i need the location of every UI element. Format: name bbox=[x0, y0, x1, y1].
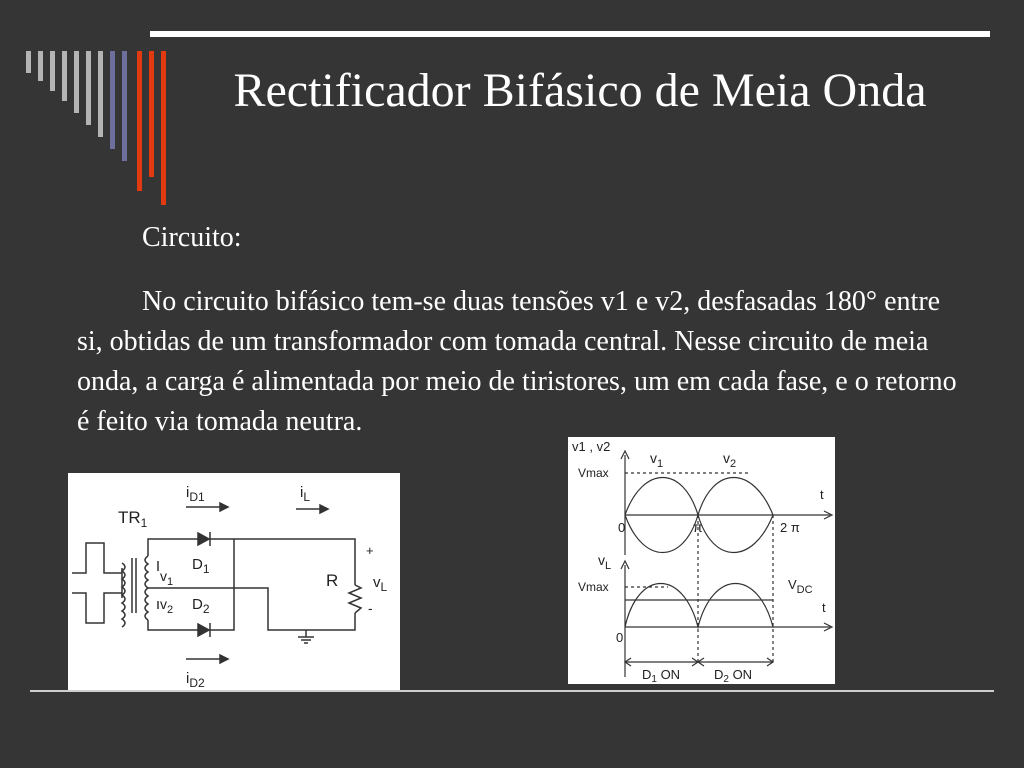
v2-curve-label: $v_2$ bbox=[723, 450, 737, 470]
d2-label: $D_2$ bbox=[192, 596, 210, 616]
t-top-label: t bbox=[820, 487, 824, 502]
d1-label: $D_1$ bbox=[192, 556, 210, 576]
decorative-stripes bbox=[0, 0, 170, 210]
subheading: Circuito: bbox=[142, 222, 242, 253]
vl-axis-label: $v_L$ bbox=[598, 552, 612, 572]
circuit-diagram bbox=[68, 473, 400, 691]
body-paragraph bbox=[77, 282, 957, 442]
plus-sign: + bbox=[366, 543, 374, 558]
zero-top-label: 0 bbox=[618, 520, 626, 535]
vdc-label: $V_{DC}$ bbox=[788, 577, 813, 596]
stripe bbox=[26, 51, 31, 73]
bottom-rule bbox=[30, 690, 994, 692]
circuit-svg bbox=[68, 473, 400, 691]
slide-title: Rectificador Bifásico de Meia Onda bbox=[233, 64, 927, 117]
stripe bbox=[98, 51, 103, 137]
pi-label: π bbox=[693, 519, 703, 535]
d1-on-label: $D_1$ ON bbox=[642, 667, 681, 684]
stripe bbox=[149, 51, 154, 177]
waveform-diagram bbox=[568, 437, 835, 684]
top-axis-label: v1 , v2 bbox=[572, 439, 611, 454]
v1-curve-label: $v_1$ bbox=[650, 450, 664, 470]
minus-sign: - bbox=[368, 600, 373, 616]
vmax-bottom-label: Vmax bbox=[578, 580, 609, 594]
stripe bbox=[50, 51, 55, 91]
waveform-svg bbox=[568, 437, 835, 684]
v1-label: $v_1$ bbox=[160, 568, 174, 588]
id2-label: $i_{D2}$ bbox=[186, 670, 205, 690]
top-rule bbox=[150, 31, 990, 37]
d2-on-label: $D_2$ ON bbox=[714, 667, 753, 684]
vl-curve bbox=[625, 584, 773, 628]
stripe bbox=[74, 51, 79, 113]
two-pi-label: 2 π bbox=[780, 520, 800, 535]
il-label: $i_L$ bbox=[300, 484, 311, 504]
tr1-label: $TR_1$ bbox=[118, 508, 148, 530]
vl-label: $v_L$ bbox=[373, 574, 388, 594]
t-bottom-label: t bbox=[822, 600, 826, 615]
stripe bbox=[86, 51, 91, 125]
r-label: R bbox=[326, 571, 339, 590]
stripe bbox=[122, 51, 127, 161]
v2-label: $v_2$ bbox=[160, 596, 174, 616]
body-text: No circuito bifásico tem-se duas tensões v1 e v2, desfasadas 180° entre si, obtidas de um transformador com tomada central. Nesse circuito de meia onda, a carga é alimentada por meio de tiristores, um em cada fase, e o retorno é feito via tomada neutra. bbox=[77, 286, 957, 437]
stripe bbox=[38, 51, 43, 81]
id1-label: $i_{D1}$ bbox=[186, 484, 205, 504]
stripe bbox=[137, 51, 142, 191]
stripe bbox=[62, 51, 67, 101]
stripe bbox=[161, 51, 166, 205]
zero-bottom-label: 0 bbox=[616, 630, 624, 645]
vmax-top-label: Vmax bbox=[578, 466, 609, 480]
stripe bbox=[110, 51, 115, 149]
